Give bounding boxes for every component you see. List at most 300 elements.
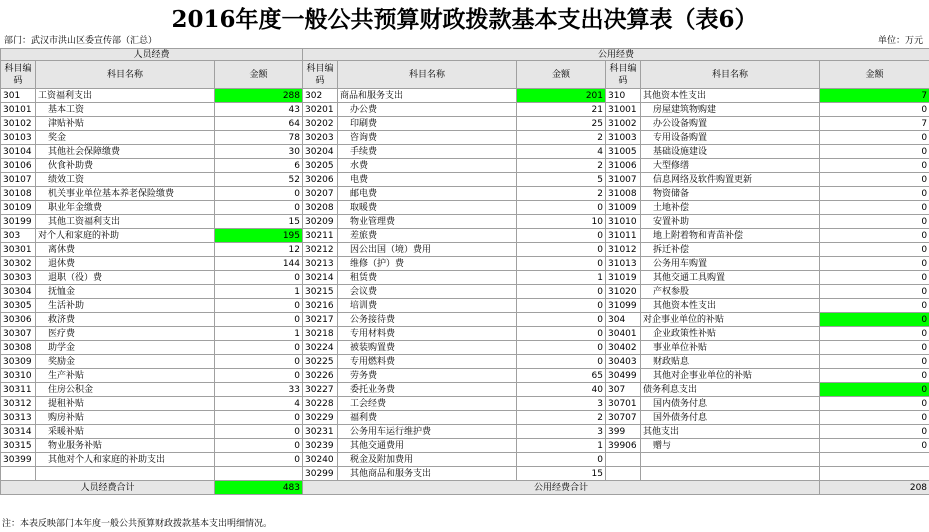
item-amount: 0 bbox=[517, 299, 606, 313]
item-amount: 0 bbox=[820, 159, 929, 173]
item-code: 31019 bbox=[606, 271, 641, 285]
item-name: 房屋建筑物购建 bbox=[641, 103, 820, 117]
table-row bbox=[1, 341, 929, 355]
item-amount: 0 bbox=[820, 173, 929, 187]
item-name: 印刷费 bbox=[338, 117, 517, 131]
item-name: 办公设备购置 bbox=[641, 117, 820, 131]
item-amount: 0 bbox=[517, 229, 606, 243]
column-header-row bbox=[1, 61, 929, 89]
item-amount: 21 bbox=[517, 103, 606, 117]
item-name: 委托业务费 bbox=[338, 383, 517, 397]
item-amount: 0 bbox=[215, 313, 303, 327]
item-amount: 78 bbox=[215, 131, 303, 145]
table-row bbox=[1, 355, 929, 369]
item-amount: 1 bbox=[517, 439, 606, 453]
item-amount: 4 bbox=[517, 145, 606, 159]
item-name: 基本工资 bbox=[36, 103, 215, 117]
item-code: 30214 bbox=[303, 271, 338, 285]
header-code: 科目编码 bbox=[1, 61, 36, 89]
item-amount: 40 bbox=[517, 383, 606, 397]
item-amount: 0 bbox=[820, 327, 929, 341]
item-amount: 1 bbox=[215, 327, 303, 341]
item-code: 30399 bbox=[1, 453, 36, 467]
item-name: 其他资本性支出 bbox=[641, 299, 820, 313]
item-name: 救济费 bbox=[36, 313, 215, 327]
item-code: 31011 bbox=[606, 229, 641, 243]
table-row bbox=[1, 467, 929, 481]
table-row bbox=[1, 439, 929, 453]
item-name: 对企事业单位的补贴 bbox=[641, 313, 820, 327]
footnote: 注：本表反映部门本年度一般公共预算财政拨款基本支出明细情况。 bbox=[2, 519, 273, 529]
table-row bbox=[1, 327, 929, 341]
table-row bbox=[1, 103, 929, 117]
item-code: 30308 bbox=[1, 341, 36, 355]
item-code: 30217 bbox=[303, 313, 338, 327]
item-name: 公务用车购置 bbox=[641, 257, 820, 271]
item-code: 31001 bbox=[606, 103, 641, 117]
table-row bbox=[1, 425, 929, 439]
item-amount: 0 bbox=[215, 439, 303, 453]
item-amount: 3 bbox=[517, 425, 606, 439]
item-code: 30313 bbox=[1, 411, 36, 425]
table-row bbox=[1, 117, 929, 131]
item-code: 30304 bbox=[1, 285, 36, 299]
item-code: 399 bbox=[606, 425, 641, 439]
item-amount: 0 bbox=[215, 299, 303, 313]
item-amount: 0 bbox=[215, 453, 303, 467]
item-amount: 0 bbox=[517, 285, 606, 299]
item-code: 31006 bbox=[606, 159, 641, 173]
item-name: 职业年金缴费 bbox=[36, 201, 215, 215]
item-code: 31020 bbox=[606, 285, 641, 299]
table-row bbox=[1, 383, 929, 397]
item-name bbox=[641, 453, 820, 467]
item-code: 30312 bbox=[1, 397, 36, 411]
item-name: 物业服务补贴 bbox=[36, 439, 215, 453]
item-code: 30213 bbox=[303, 257, 338, 271]
item-name: 商品和服务支出 bbox=[338, 89, 517, 103]
item-name: 被装购置费 bbox=[338, 341, 517, 355]
item-name: 其他交通费用 bbox=[338, 439, 517, 453]
item-name: 国内债务付息 bbox=[641, 397, 820, 411]
public-total-value: 208 bbox=[820, 481, 929, 495]
public-total-label: 公用经费合计 bbox=[303, 481, 820, 495]
section-header-row bbox=[1, 49, 929, 61]
item-name: 专用燃料费 bbox=[338, 355, 517, 369]
item-name: 津贴补贴 bbox=[36, 117, 215, 131]
item-name: 电费 bbox=[338, 173, 517, 187]
item-amount: 0 bbox=[215, 271, 303, 285]
item-name: 地上附着物和青苗补偿 bbox=[641, 229, 820, 243]
item-code: 30309 bbox=[1, 355, 36, 369]
item-code: 31002 bbox=[606, 117, 641, 131]
item-name: 大型修缮 bbox=[641, 159, 820, 173]
item-code: 30108 bbox=[1, 187, 36, 201]
table-row bbox=[1, 145, 929, 159]
item-code: 30209 bbox=[303, 215, 338, 229]
item-amount: 0 bbox=[820, 285, 929, 299]
item-name: 退休费 bbox=[36, 257, 215, 271]
item-name: 办公费 bbox=[338, 103, 517, 117]
item-code: 30301 bbox=[1, 243, 36, 257]
item-amount: 0 bbox=[820, 411, 929, 425]
table-row bbox=[1, 299, 929, 313]
item-code: 30225 bbox=[303, 355, 338, 369]
expenditure-table bbox=[0, 48, 929, 495]
item-name: 生产补贴 bbox=[36, 369, 215, 383]
item-name: 工会经费 bbox=[338, 397, 517, 411]
item-name: 国外债务付息 bbox=[641, 411, 820, 425]
table-row bbox=[1, 187, 929, 201]
item-name: 离休费 bbox=[36, 243, 215, 257]
item-code: 39906 bbox=[606, 439, 641, 453]
item-code: 30401 bbox=[606, 327, 641, 341]
item-name: 对个人和家庭的补助 bbox=[36, 229, 215, 243]
item-code: 30231 bbox=[303, 425, 338, 439]
item-code: 30205 bbox=[303, 159, 338, 173]
section-personnel: 人员经费 bbox=[1, 49, 303, 61]
item-code: 31008 bbox=[606, 187, 641, 201]
item-code: 31013 bbox=[606, 257, 641, 271]
item-name: 基础设施建设 bbox=[641, 145, 820, 159]
item-amount: 0 bbox=[820, 103, 929, 117]
item-name: 产权参股 bbox=[641, 285, 820, 299]
item-name: 购房补贴 bbox=[36, 411, 215, 425]
item-code: 30315 bbox=[1, 439, 36, 453]
table-row bbox=[1, 89, 929, 103]
item-amount: 64 bbox=[215, 117, 303, 131]
header-name: 科目名称 bbox=[641, 61, 820, 89]
item-amount: 33 bbox=[215, 383, 303, 397]
section-public: 公用经费 bbox=[303, 49, 929, 61]
item-amount: 0 bbox=[820, 215, 929, 229]
item-amount: 0 bbox=[517, 355, 606, 369]
item-code: 30102 bbox=[1, 117, 36, 131]
header-name: 科目名称 bbox=[36, 61, 215, 89]
table-row bbox=[1, 159, 929, 173]
item-amount: 25 bbox=[517, 117, 606, 131]
item-name: 劳务费 bbox=[338, 369, 517, 383]
item-name: 奖励金 bbox=[36, 355, 215, 369]
item-name: 住房公积金 bbox=[36, 383, 215, 397]
item-name: 生活补助 bbox=[36, 299, 215, 313]
item-amount: 0 bbox=[820, 383, 929, 397]
item-code: 302 bbox=[303, 89, 338, 103]
item-code: 30229 bbox=[303, 411, 338, 425]
item-amount: 0 bbox=[517, 341, 606, 355]
table-row bbox=[1, 313, 929, 327]
item-code: 30109 bbox=[1, 201, 36, 215]
table-row bbox=[1, 257, 929, 271]
item-amount: 0 bbox=[517, 327, 606, 341]
item-code: 30306 bbox=[1, 313, 36, 327]
item-amount: 1 bbox=[215, 285, 303, 299]
item-amount: 6 bbox=[215, 159, 303, 173]
item-code bbox=[1, 467, 36, 481]
item-name: 土地补偿 bbox=[641, 201, 820, 215]
item-code: 30302 bbox=[1, 257, 36, 271]
item-amount: 201 bbox=[517, 89, 606, 103]
item-amount: 0 bbox=[215, 187, 303, 201]
item-amount: 0 bbox=[820, 243, 929, 257]
item-name: 债务利息支出 bbox=[641, 383, 820, 397]
item-amount: 4 bbox=[215, 397, 303, 411]
item-amount: 30 bbox=[215, 145, 303, 159]
item-name: 培训费 bbox=[338, 299, 517, 313]
item-amount bbox=[215, 467, 303, 481]
item-name: 信息网络及软件购置更新 bbox=[641, 173, 820, 187]
item-code bbox=[606, 453, 641, 467]
header-amount: 金额 bbox=[517, 61, 606, 89]
item-amount: 0 bbox=[517, 243, 606, 257]
item-amount: 5 bbox=[517, 173, 606, 187]
item-code: 31003 bbox=[606, 131, 641, 145]
item-name: 福利费 bbox=[338, 411, 517, 425]
item-code: 30305 bbox=[1, 299, 36, 313]
item-name: 公务用车运行维护费 bbox=[338, 425, 517, 439]
item-name: 物资储备 bbox=[641, 187, 820, 201]
item-amount: 1 bbox=[517, 271, 606, 285]
item-code: 30207 bbox=[303, 187, 338, 201]
header-amount: 金额 bbox=[820, 61, 929, 89]
totals-row bbox=[1, 481, 929, 495]
item-name: 采暖补贴 bbox=[36, 425, 215, 439]
item-code: 30216 bbox=[303, 299, 338, 313]
unit-label: 单位：万元 bbox=[877, 36, 923, 46]
item-amount: 195 bbox=[215, 229, 303, 243]
item-code: 30224 bbox=[303, 341, 338, 355]
item-code: 31007 bbox=[606, 173, 641, 187]
item-name: 其他资本性支出 bbox=[641, 89, 820, 103]
item-amount: 2 bbox=[517, 159, 606, 173]
item-amount bbox=[820, 453, 929, 467]
item-amount: 0 bbox=[820, 425, 929, 439]
item-code bbox=[606, 467, 641, 481]
item-amount: 0 bbox=[820, 313, 929, 327]
item-name: 其他支出 bbox=[641, 425, 820, 439]
item-code: 31012 bbox=[606, 243, 641, 257]
item-name: 提租补贴 bbox=[36, 397, 215, 411]
item-name: 差旅费 bbox=[338, 229, 517, 243]
item-amount: 0 bbox=[820, 299, 929, 313]
item-code: 30208 bbox=[303, 201, 338, 215]
item-name: 赠与 bbox=[641, 439, 820, 453]
item-name: 其他商品和服务支出 bbox=[338, 467, 517, 481]
item-code: 30299 bbox=[303, 467, 338, 481]
item-amount: 2 bbox=[517, 187, 606, 201]
item-amount: 0 bbox=[820, 131, 929, 145]
item-code: 30240 bbox=[303, 453, 338, 467]
header-name: 科目名称 bbox=[338, 61, 517, 89]
item-amount: 0 bbox=[820, 439, 929, 453]
item-name: 助学金 bbox=[36, 341, 215, 355]
item-amount: 144 bbox=[215, 257, 303, 271]
item-amount: 0 bbox=[215, 369, 303, 383]
item-amount: 0 bbox=[820, 229, 929, 243]
header-amount: 金额 bbox=[215, 61, 303, 89]
table-row bbox=[1, 285, 929, 299]
item-code: 30101 bbox=[1, 103, 36, 117]
item-amount: 15 bbox=[215, 215, 303, 229]
item-code: 30104 bbox=[1, 145, 36, 159]
item-name: 水费 bbox=[338, 159, 517, 173]
item-amount: 0 bbox=[215, 411, 303, 425]
item-name: 咨询费 bbox=[338, 131, 517, 145]
item-amount: 65 bbox=[517, 369, 606, 383]
item-amount: 0 bbox=[820, 201, 929, 215]
item-amount: 43 bbox=[215, 103, 303, 117]
table-row bbox=[1, 411, 929, 425]
item-name: 税金及附加费用 bbox=[338, 453, 517, 467]
table-row bbox=[1, 397, 929, 411]
item-code: 301 bbox=[1, 89, 36, 103]
item-code: 30206 bbox=[303, 173, 338, 187]
table-row bbox=[1, 215, 929, 229]
item-name: 事业单位补贴 bbox=[641, 341, 820, 355]
item-code: 30215 bbox=[303, 285, 338, 299]
item-name: 机关事业单位基本养老保险缴费 bbox=[36, 187, 215, 201]
item-amount: 7 bbox=[820, 89, 929, 103]
table-row bbox=[1, 369, 929, 383]
item-code: 30106 bbox=[1, 159, 36, 173]
report-title: 2016年度一般公共预算财政拨款基本支出决算表（表6） bbox=[171, 6, 758, 33]
item-amount: 3 bbox=[517, 397, 606, 411]
item-name: 其他对企事业单位的补贴 bbox=[641, 369, 820, 383]
item-name: 专用设备购置 bbox=[641, 131, 820, 145]
item-amount: 0 bbox=[820, 369, 929, 383]
department-label: 部门：武汉市洪山区委宣传部（汇总） bbox=[4, 36, 158, 46]
item-name: 伙食补助费 bbox=[36, 159, 215, 173]
header-code: 科目编码 bbox=[606, 61, 641, 89]
item-code: 31009 bbox=[606, 201, 641, 215]
item-name: 抚恤金 bbox=[36, 285, 215, 299]
item-code: 30701 bbox=[606, 397, 641, 411]
item-code: 30402 bbox=[606, 341, 641, 355]
item-amount: 12 bbox=[215, 243, 303, 257]
item-code: 30227 bbox=[303, 383, 338, 397]
personnel-total-label: 人员经费合计 bbox=[1, 481, 215, 495]
item-amount: 0 bbox=[820, 187, 929, 201]
item-code: 30199 bbox=[1, 215, 36, 229]
item-amount: 2 bbox=[517, 411, 606, 425]
item-amount: 0 bbox=[517, 257, 606, 271]
item-name: 绩效工资 bbox=[36, 173, 215, 187]
item-name: 其他对个人和家庭的补助支出 bbox=[36, 453, 215, 467]
item-code: 30307 bbox=[1, 327, 36, 341]
item-code: 30226 bbox=[303, 369, 338, 383]
item-name: 财政贴息 bbox=[641, 355, 820, 369]
table-row bbox=[1, 173, 929, 187]
item-code: 30204 bbox=[303, 145, 338, 159]
item-name bbox=[641, 467, 820, 481]
item-amount: 15 bbox=[517, 467, 606, 481]
item-amount: 0 bbox=[820, 397, 929, 411]
header-code: 科目编码 bbox=[303, 61, 338, 89]
item-code: 307 bbox=[606, 383, 641, 397]
item-name: 维修（护）费 bbox=[338, 257, 517, 271]
item-amount: 0 bbox=[820, 271, 929, 285]
item-name bbox=[36, 467, 215, 481]
item-name: 奖金 bbox=[36, 131, 215, 145]
item-code: 30403 bbox=[606, 355, 641, 369]
item-code: 30707 bbox=[606, 411, 641, 425]
item-amount bbox=[820, 467, 929, 481]
item-name: 手续费 bbox=[338, 145, 517, 159]
personnel-total-value: 483 bbox=[215, 481, 303, 495]
item-name: 工资福利支出 bbox=[36, 89, 215, 103]
item-amount: 0 bbox=[820, 257, 929, 271]
item-code: 30218 bbox=[303, 327, 338, 341]
item-code: 31010 bbox=[606, 215, 641, 229]
item-amount: 52 bbox=[215, 173, 303, 187]
table-row bbox=[1, 453, 929, 467]
item-amount: 0 bbox=[215, 341, 303, 355]
item-code: 30303 bbox=[1, 271, 36, 285]
table-row bbox=[1, 131, 929, 145]
item-amount: 0 bbox=[517, 313, 606, 327]
item-code: 310 bbox=[606, 89, 641, 103]
item-code: 31099 bbox=[606, 299, 641, 313]
item-name: 退职（役）费 bbox=[36, 271, 215, 285]
item-code: 30103 bbox=[1, 131, 36, 145]
item-amount: 2 bbox=[517, 131, 606, 145]
item-code: 30212 bbox=[303, 243, 338, 257]
item-code: 30239 bbox=[303, 439, 338, 453]
item-name: 会议费 bbox=[338, 285, 517, 299]
item-amount: 0 bbox=[215, 425, 303, 439]
item-code: 30201 bbox=[303, 103, 338, 117]
item-name: 安置补助 bbox=[641, 215, 820, 229]
item-code: 30310 bbox=[1, 369, 36, 383]
item-amount: 0 bbox=[517, 453, 606, 467]
item-amount: 0 bbox=[820, 145, 929, 159]
item-name: 其他交通工具购置 bbox=[641, 271, 820, 285]
table-row bbox=[1, 229, 929, 243]
item-name: 取暖费 bbox=[338, 201, 517, 215]
item-amount: 0 bbox=[215, 355, 303, 369]
item-code: 30202 bbox=[303, 117, 338, 131]
item-name: 因公出国（境）费用 bbox=[338, 243, 517, 257]
table-row bbox=[1, 243, 929, 257]
item-code: 30228 bbox=[303, 397, 338, 411]
item-code: 30211 bbox=[303, 229, 338, 243]
item-code: 304 bbox=[606, 313, 641, 327]
item-code: 31005 bbox=[606, 145, 641, 159]
item-amount: 0 bbox=[820, 341, 929, 355]
item-code: 30203 bbox=[303, 131, 338, 145]
item-name: 物业管理费 bbox=[338, 215, 517, 229]
item-code: 30314 bbox=[1, 425, 36, 439]
item-name: 医疗费 bbox=[36, 327, 215, 341]
item-name: 拆迁补偿 bbox=[641, 243, 820, 257]
item-amount: 10 bbox=[517, 215, 606, 229]
item-name: 公务接待费 bbox=[338, 313, 517, 327]
item-code: 303 bbox=[1, 229, 36, 243]
item-amount: 7 bbox=[820, 117, 929, 131]
item-name: 租赁费 bbox=[338, 271, 517, 285]
item-code: 30107 bbox=[1, 173, 36, 187]
item-code: 30499 bbox=[606, 369, 641, 383]
item-name: 邮电费 bbox=[338, 187, 517, 201]
item-amount: 0 bbox=[517, 201, 606, 215]
item-amount: 0 bbox=[820, 355, 929, 369]
table-row bbox=[1, 271, 929, 285]
item-name: 其他工资福利支出 bbox=[36, 215, 215, 229]
item-amount: 0 bbox=[215, 201, 303, 215]
table-row bbox=[1, 201, 929, 215]
item-name: 专用材料费 bbox=[338, 327, 517, 341]
item-name: 企业政策性补贴 bbox=[641, 327, 820, 341]
